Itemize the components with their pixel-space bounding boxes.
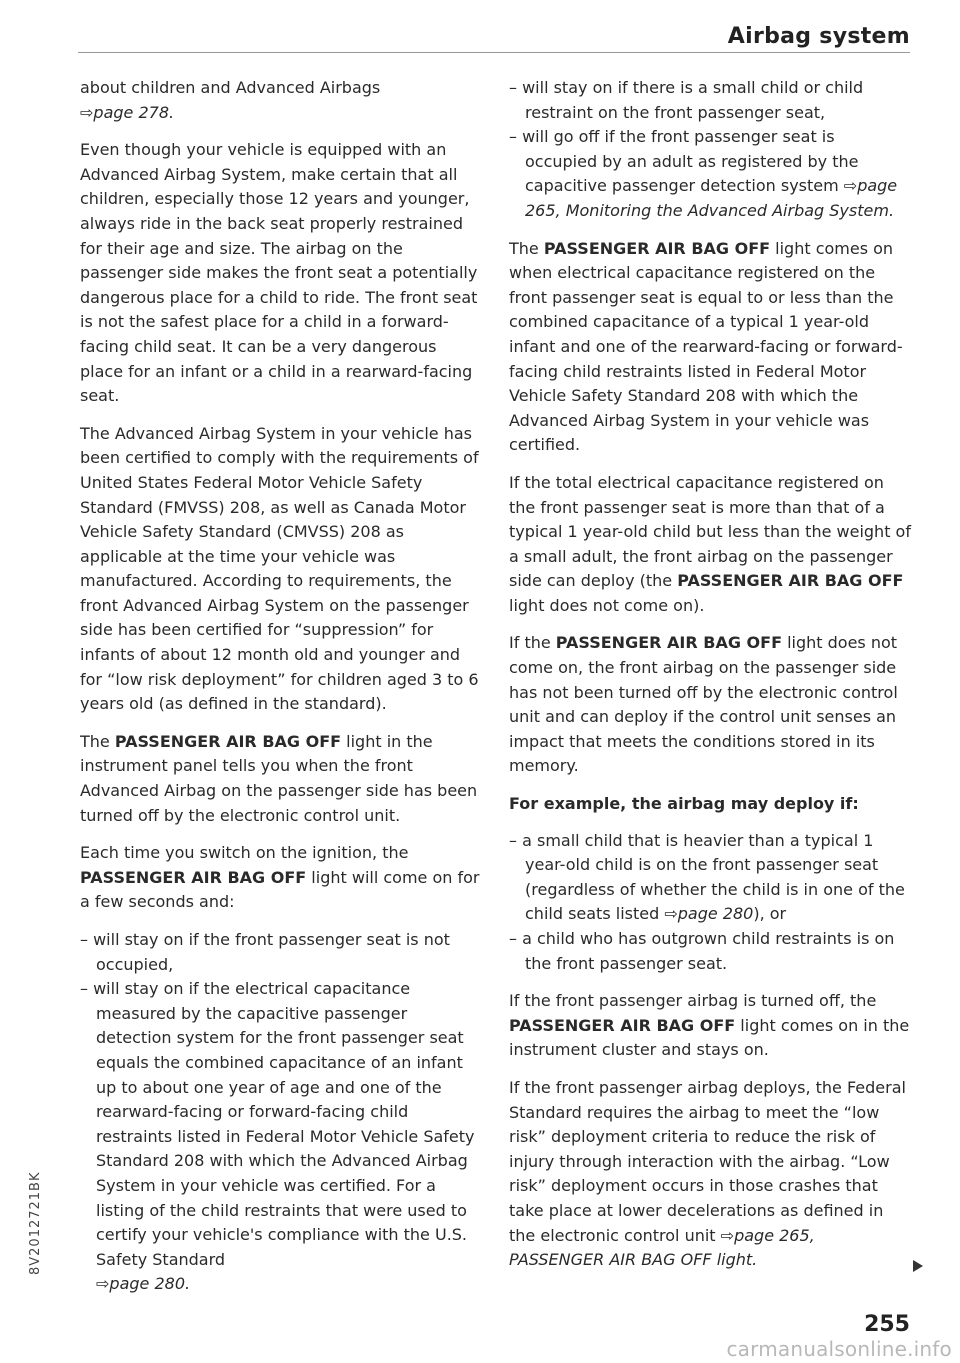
text: The (80, 731, 115, 751)
text: If the (509, 633, 556, 653)
list-item (509, 125, 911, 223)
paragraph-light-description (80, 730, 484, 828)
list-item: – will stay on if there is a small child or child restraint on the front passenger seat, (509, 78, 864, 122)
text: If the front passenger airbag deploys, the Federal Standard requires the airbag to meet the “low risk” deployment criteria to reduce the risk of injury through interaction with the airbag. “Low risk” deployment occurs in those crashes that take place at lower decelerations as defined in the electronic control unit (509, 1077, 906, 1245)
page-reference-link[interactable]: ⇨page 265, Monitoring the Advanced Airbag System. (525, 176, 898, 220)
header-divider (78, 52, 910, 53)
right-column (509, 76, 911, 1286)
text: light comes on in the instrument cluster and stays on. (509, 1015, 910, 1060)
paragraph-airbag-off (509, 989, 911, 1063)
subheading: For example, the airbag may deploy if: (509, 794, 859, 814)
page-reference-link[interactable]: ⇨page 280 (664, 904, 754, 924)
text: light in the instrument panel tells you when the front Advanced Airbag on the passenger side has been turned off by the electronic control unit. (80, 731, 478, 825)
continue-arrow-icon (913, 1260, 923, 1272)
text: If the front passenger airbag is turned off, the (509, 991, 877, 1011)
document-code: 8V2012721BK (28, 1171, 43, 1275)
page-reference-link[interactable]: ⇨page 265, PASSENGER AIR BAG OFF light. (509, 1225, 815, 1270)
paragraph-capacitance (509, 471, 911, 619)
section-title: Airbag system (727, 24, 910, 49)
paragraph-low-risk (509, 1076, 911, 1273)
text: light does not come on). (509, 595, 705, 615)
left-column (80, 76, 484, 1310)
list-item-text: – a small child that is heavier than a typical 1 year-old child is on the front passenger seat (regardless of whether the child is in one of the child seats listed (509, 830, 905, 924)
list-item-text: – will go off if the front passenger seat is occupied by an adult as registered by the capacitive passenger detection system (509, 127, 859, 196)
paragraph-ignition (80, 841, 484, 915)
paragraph-certification: The Advanced Airbag System in your vehicle has been certified to comply with the requirements of United States Federal Motor Vehicle Safety Standard (FMVSS) 208, as well as Canada Motor Vehicle Safety Standard (CMVSS) 208 as applicable at the time your vehicle was manufactured. According to requirements, the front Advanced Airbag System on the passenger side has been certified for “suppression” for infants of about 12 month old and younger and for “low risk deployment” for children aged 3 to 6 years old (as defined in the standard). (80, 423, 479, 714)
page-reference-link[interactable]: ⇨page 280. (96, 1274, 191, 1294)
text: The (509, 238, 544, 258)
list-item (509, 829, 911, 927)
list-item-text: – will stay on if the electrical capacitance measured by the capacitive passenger detection system for the front passenger seat equals the combined capacitance of an infant up to about one year of age and one of the rearward-facing or forward-facing child restraints listed in Federal Motor Vehicle Safety Standard 208 with which the Advanced Airbag System in your vehicle was certified. For a listing of the child restraints that were used to certify your vehicle's compliance with the U.S. Safety Standard (80, 979, 475, 1269)
list-item (80, 977, 484, 1297)
paragraph-light-not-on (509, 631, 911, 779)
indicator-label: PASSENGER AIR BAG OFF (509, 1015, 736, 1035)
text: light comes on when electrical capacitance registered on the front passenger seat is equal to or less than the combined capacitance of a typical 1 year-old infant and one of the rearward-facing or forward-facing child restraints listed in Federal Motor Vehicle Safety Standard 208 with which the Advanced Airbag System in your vehicle was certified. (509, 238, 903, 455)
paragraph-light-comes-on (509, 237, 911, 458)
indicator-label: PASSENGER AIR BAG OFF (114, 731, 342, 751)
text: light does not come on, the front airbag on the passenger side has not been turned off by the electronic control unit and can deploy if the control unit senses an impact that meets the conditions stored in its memory. (509, 633, 898, 776)
list-item: – will stay on if the front passenger seat is not occupied, (80, 930, 450, 974)
watermark: carmanualsonline.info (726, 1337, 952, 1361)
indicator-label: PASSENGER AIR BAG OFF (555, 633, 782, 653)
text: Each time you switch on the ignition, the (80, 843, 409, 863)
page-reference-link[interactable]: ⇨page 278. (80, 102, 175, 122)
paragraph-text: about children and Advanced Airbags (80, 78, 381, 97)
indicator-label: PASSENGER AIR BAG OFF (677, 571, 904, 591)
paragraph-children-warning: Even though your vehicle is equipped with an Advanced Airbag System, make certain that all children, especially those 12 years and younger, always ride in the back seat properly restrained for their age and size. The airbag on the passenger side makes the front seat a potentially dangerous place for a child to ride. The front seat is not the safest place for a child in a forward-facing child seat. It can be a very dangerous place for an infant or a child in a rearward-facing seat. (80, 140, 478, 406)
list-item: – a child who has outgrown child restraints is on the front passenger seat. (509, 929, 895, 973)
text: light will come on for a few seconds and: (80, 867, 480, 912)
paragraph-intro (80, 76, 484, 125)
list-item-text: ), or (753, 904, 787, 924)
text: If the total electrical capacitance registered on the front passenger seat is more than that of a typical 1 year-old child but less than the weight of a small adult, the front airbag on the passenger side can deploy (the (509, 472, 911, 591)
indicator-label: PASSENGER AIR BAG OFF (80, 867, 307, 887)
page-number: 255 (864, 1312, 910, 1337)
indicator-label: PASSENGER AIR BAG OFF (543, 238, 771, 258)
